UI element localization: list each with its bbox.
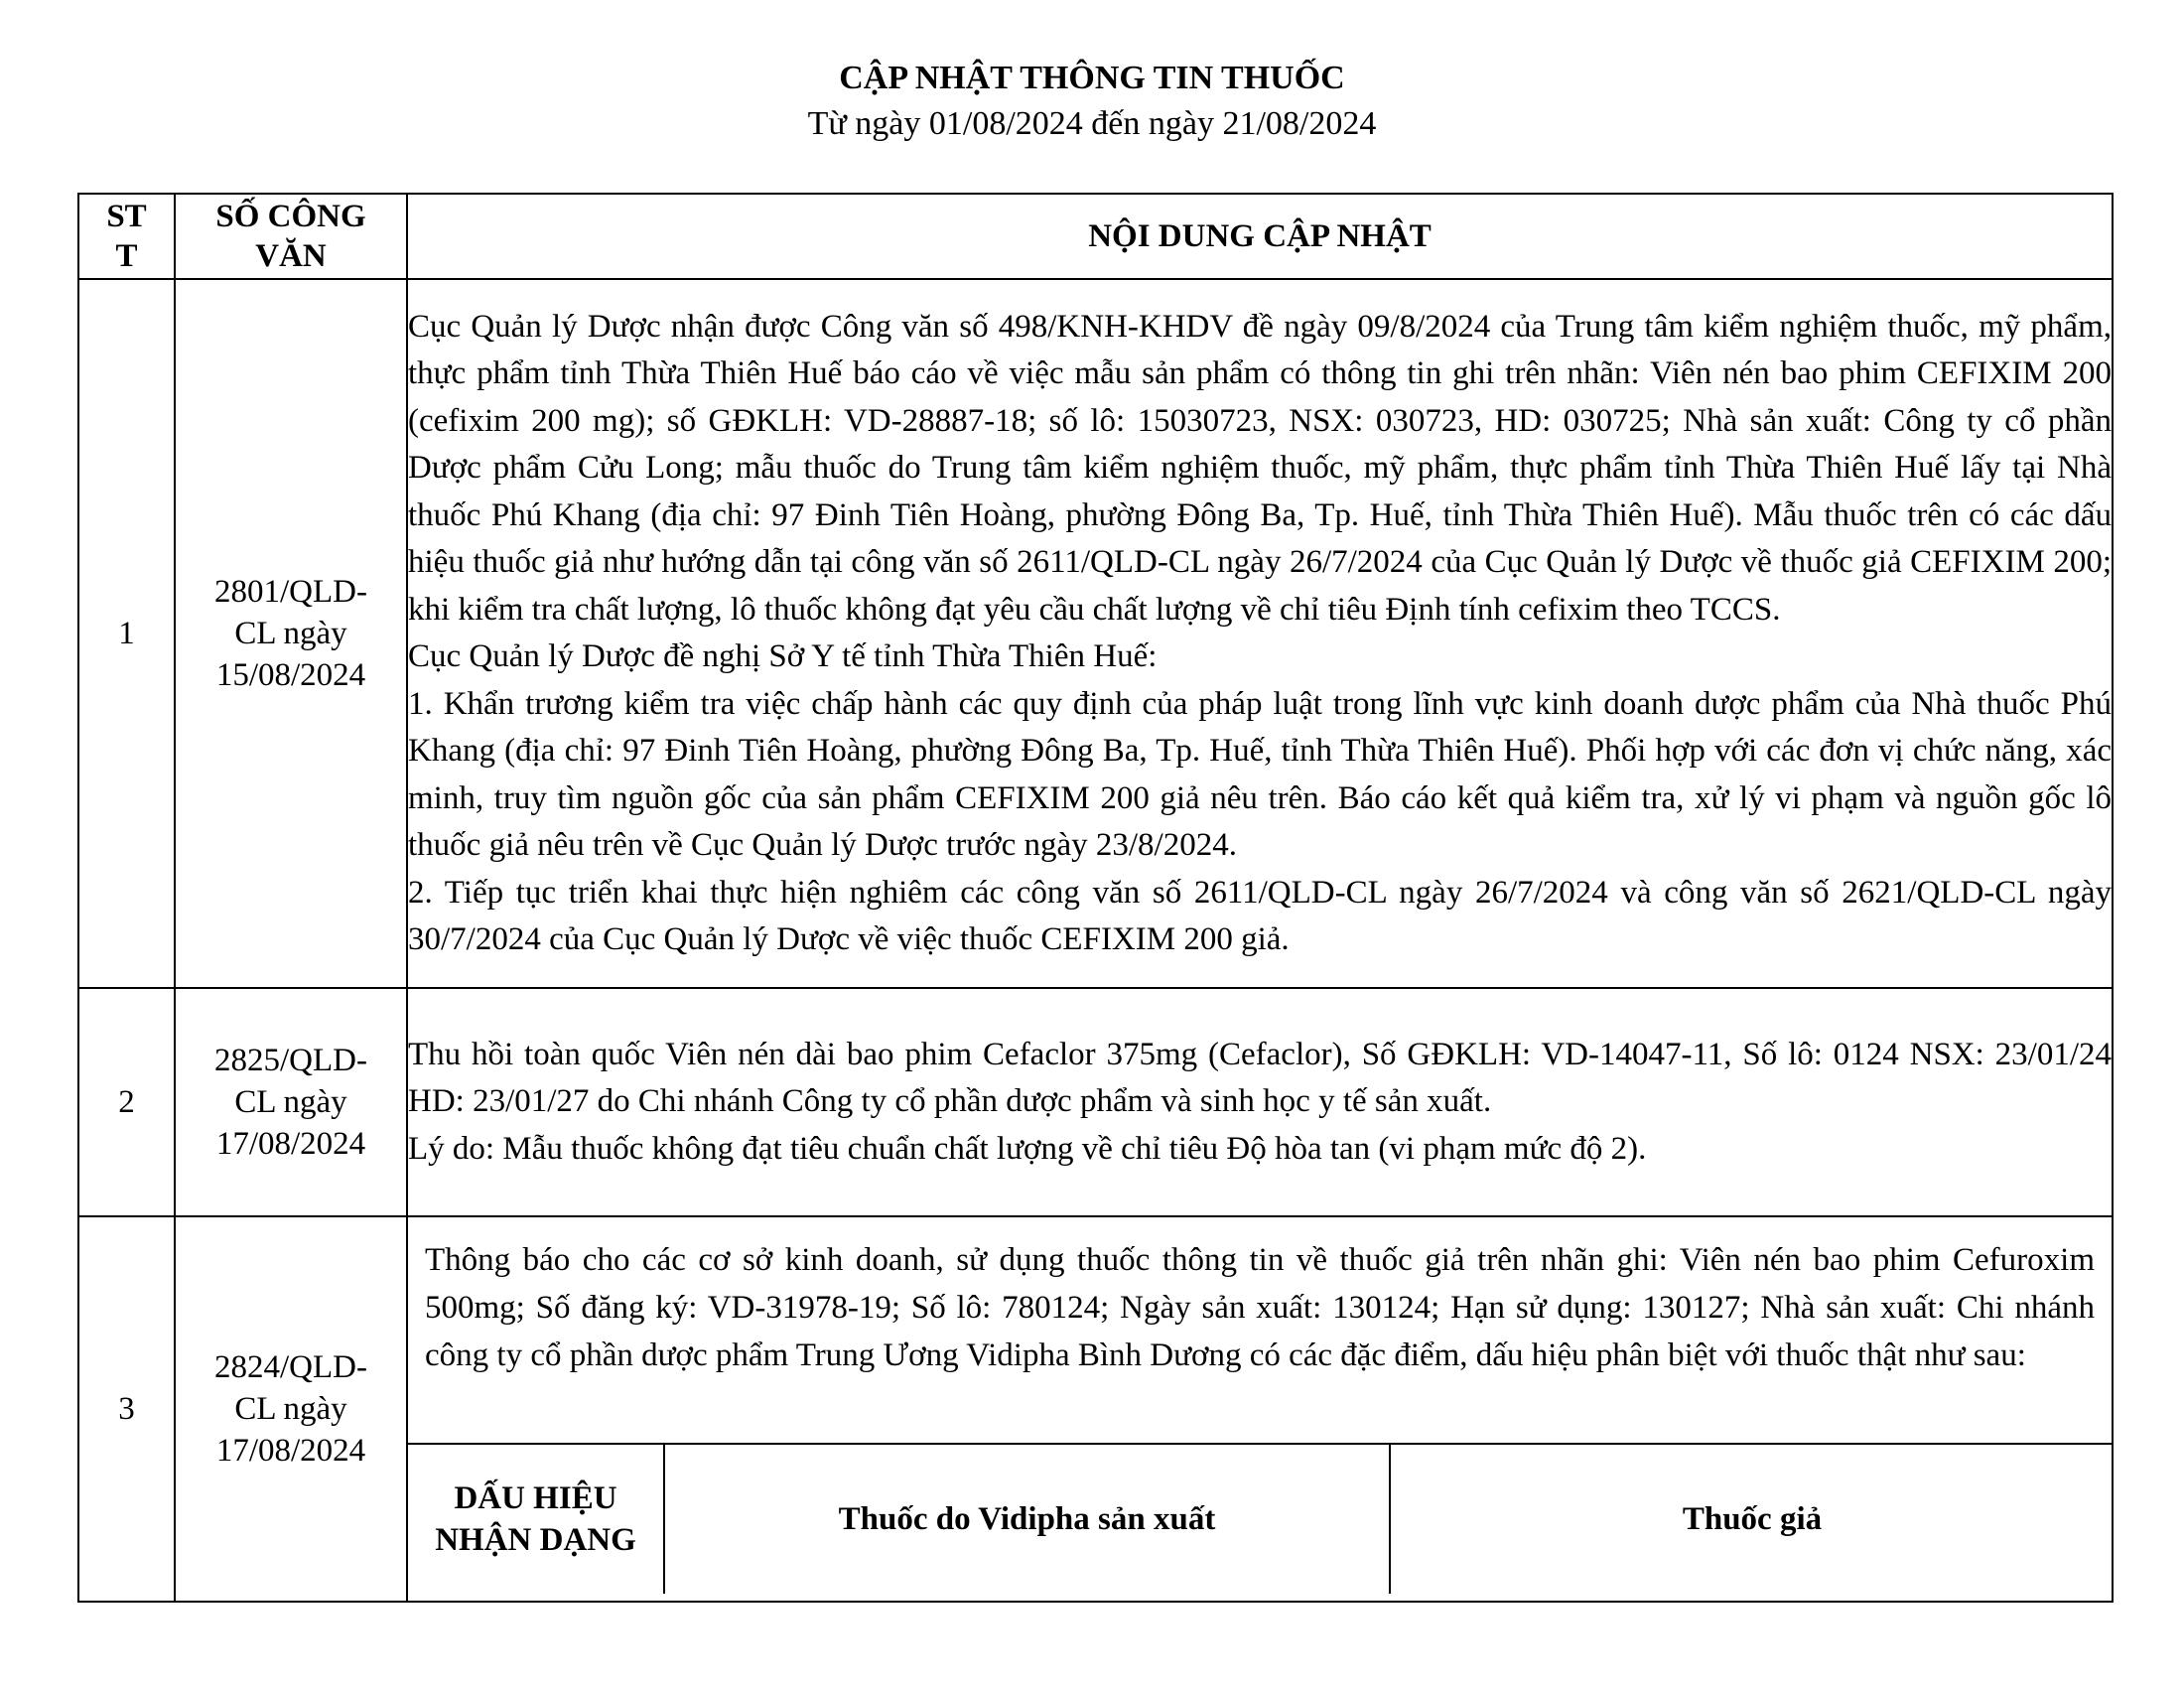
header-dau-hieu	[408, 1444, 664, 1594]
so-cong-van-line: 2824/QLD-	[214, 1349, 367, 1385]
header-so-cong-van-line: SỐ CÔNG	[215, 199, 366, 234]
content-paragraph: Cục Quản lý Dược đề nghị Sở Y tế tỉnh Thừa Thiên Huế:	[408, 638, 1158, 674]
so-cong-van-line: CL ngày	[234, 616, 347, 651]
so-cong-van-line: 17/08/2024	[215, 1433, 366, 1469]
header-thuoc-that: Thuốc do Vidipha sản xuất	[664, 1444, 1390, 1594]
content-paragraph: Lý do: Mẫu thuốc không đạt tiêu chuẩn chất lượng về chỉ tiêu Độ hòa tan (vi phạm mức độ 2).	[408, 1130, 1647, 1167]
counterfeit-comparison-table	[408, 1443, 2114, 1594]
content-paragraph: 1. Khẩn trương kiểm tra việc chấp hành các quy định của pháp luật trong lĩnh vực kinh doanh dược phẩm của Nhà thuốc Phú Khang (địa chỉ: 97 Đinh Tiên Hoàng, phường Đông Ba, Tp. Huế, tỉnh Thừa Thiên Huế). Phối hợp với các đơn vị chức năng, xác minh, truy tìm nguồn gốc của sản phẩm CEFIXIM 200 giả nêu trên. Báo cáo kết quả kiểm tra, xử lý vi phạm và nguồn gốc lô thuốc giả nêu trên về Cục Quản lý Dược trước ngày 23/8/2024.	[408, 685, 2112, 863]
header-so-cong-van	[175, 194, 407, 279]
so-cong-van-line: 2825/QLD-	[214, 1043, 367, 1078]
content-paragraph: 2. Tiếp tục triển khai thực hiện nghiêm các công văn số 2611/QLD-CL ngày 26/7/2024 và công văn số 2621/QLD-CL ngày 30/7/2024 của Cục Quản lý Dược về việc thuốc CEFIXIM 200 giả.	[408, 874, 2112, 957]
table-header-row	[78, 194, 2113, 279]
header-dau-hieu-line: NHẬN DẠNG	[435, 1522, 636, 1558]
table-row	[78, 279, 2113, 988]
row-noi-dung	[407, 1216, 2113, 1602]
so-cong-van-line: 15/08/2024	[215, 657, 366, 693]
header-noi-dung: NỘI DUNG CẬP NHẬT	[407, 194, 2113, 279]
content-paragraph: Thu hồi toàn quốc Viên nén dài bao phim Cefaclor 375mg (Cefaclor), Số GĐKLH: VD-14047-11, Số lô: 0124 NSX: 23/01/24 HD: 23/01/27 do Chi nhánh Công ty cổ phần dược phẩm và sinh học y tế sản xuất.	[408, 1036, 2112, 1120]
row-so-cong-van	[175, 279, 407, 988]
content-paragraph: Cục Quản lý Dược nhận được Công văn số 498/KNH-KHDV đề ngày 09/8/2024 của Trung tâm kiểm nghiệm thuốc, mỹ phẩm, thực phẩm tỉnh Thừa Thiên Huế báo cáo về việc mẫu sản phẩm có thông tin ghi trên nhãn: Viên nén bao phim CEFIXIM 200 (cefixim 200 mg); số GĐKLH: VD-28887-18; số lô: 15030723, NSX: 030723, HD: 030725; Nhà sản xuất: Công ty cổ phần Dược phẩm Cửu Long; mẫu thuốc do Trung tâm kiểm nghiệm thuốc, mỹ phẩm, thực phẩm tỉnh Thừa Thiên Huế lấy tại Nhà thuốc Phú Khang (địa chỉ: 97 Đinh Tiên Hoàng, phường Đông Ba, Tp. Huế, tỉnh Thừa Thiên Huế). Mẫu thuốc trên có các dấu hiệu thuốc giả như hướng dẫn tại công văn số 2611/QLD-CL ngày 26/7/2024 của Cục Quản lý Dược về thuốc giả CEFIXIM 200; khi kiểm tra chất lượng, lô thuốc không đạt yêu cầu chất lượng về chỉ tiêu Định tính cefixim theo TCCS.	[408, 308, 2112, 628]
header-stt	[78, 194, 175, 279]
row-noi-dung	[407, 279, 2113, 988]
header-so-cong-van-line: VĂN	[255, 238, 327, 274]
page-title: CẬP NHẬT THÔNG TIN THUỐC	[839, 60, 1345, 96]
header-dau-hieu-line: DẤU HIỆU	[454, 1480, 617, 1516]
header-stt-line: T	[115, 238, 138, 274]
content-paragraph: Thông báo cho các cơ sở kinh doanh, sử dụng thuốc thông tin về thuốc giả trên nhãn ghi: Viên nén bao phim Cefuroxim 500mg; Số đăng ký: VD-31978-19; Số lô: 780124; Ngày sản xuất: 130124; Hạn sử dụng: 130127; Nhà sản xuất: Chi nhánh công ty cổ phần dược phẩm Trung Ương Vidipha Bình Dương có các đặc điểm, dấu hiệu phân biệt với thuốc thật như sau:	[425, 1242, 2095, 1373]
page-subtitle: Từ ngày 01/08/2024 đến ngày 21/08/2024	[807, 105, 1377, 142]
row-so-cong-van	[175, 1216, 407, 1602]
row-stt: 1	[78, 279, 175, 988]
header-thuoc-gia: Thuốc giả	[1390, 1444, 2114, 1594]
header-stt-line: ST	[106, 199, 147, 234]
row-noi-dung	[407, 988, 2113, 1216]
row-stt: 3	[78, 1216, 175, 1602]
so-cong-van-line: 2801/QLD-	[214, 574, 367, 610]
table-row	[78, 1216, 2113, 1602]
drug-update-table	[77, 193, 2114, 1603]
comparison-header-row	[408, 1444, 2114, 1594]
so-cong-van-line: CL ngày	[234, 1391, 347, 1427]
so-cong-van-line: CL ngày	[234, 1084, 347, 1120]
row-so-cong-van	[175, 988, 407, 1216]
so-cong-van-line: 17/08/2024	[215, 1126, 366, 1162]
table-row	[78, 988, 2113, 1216]
row-stt: 2	[78, 988, 175, 1216]
